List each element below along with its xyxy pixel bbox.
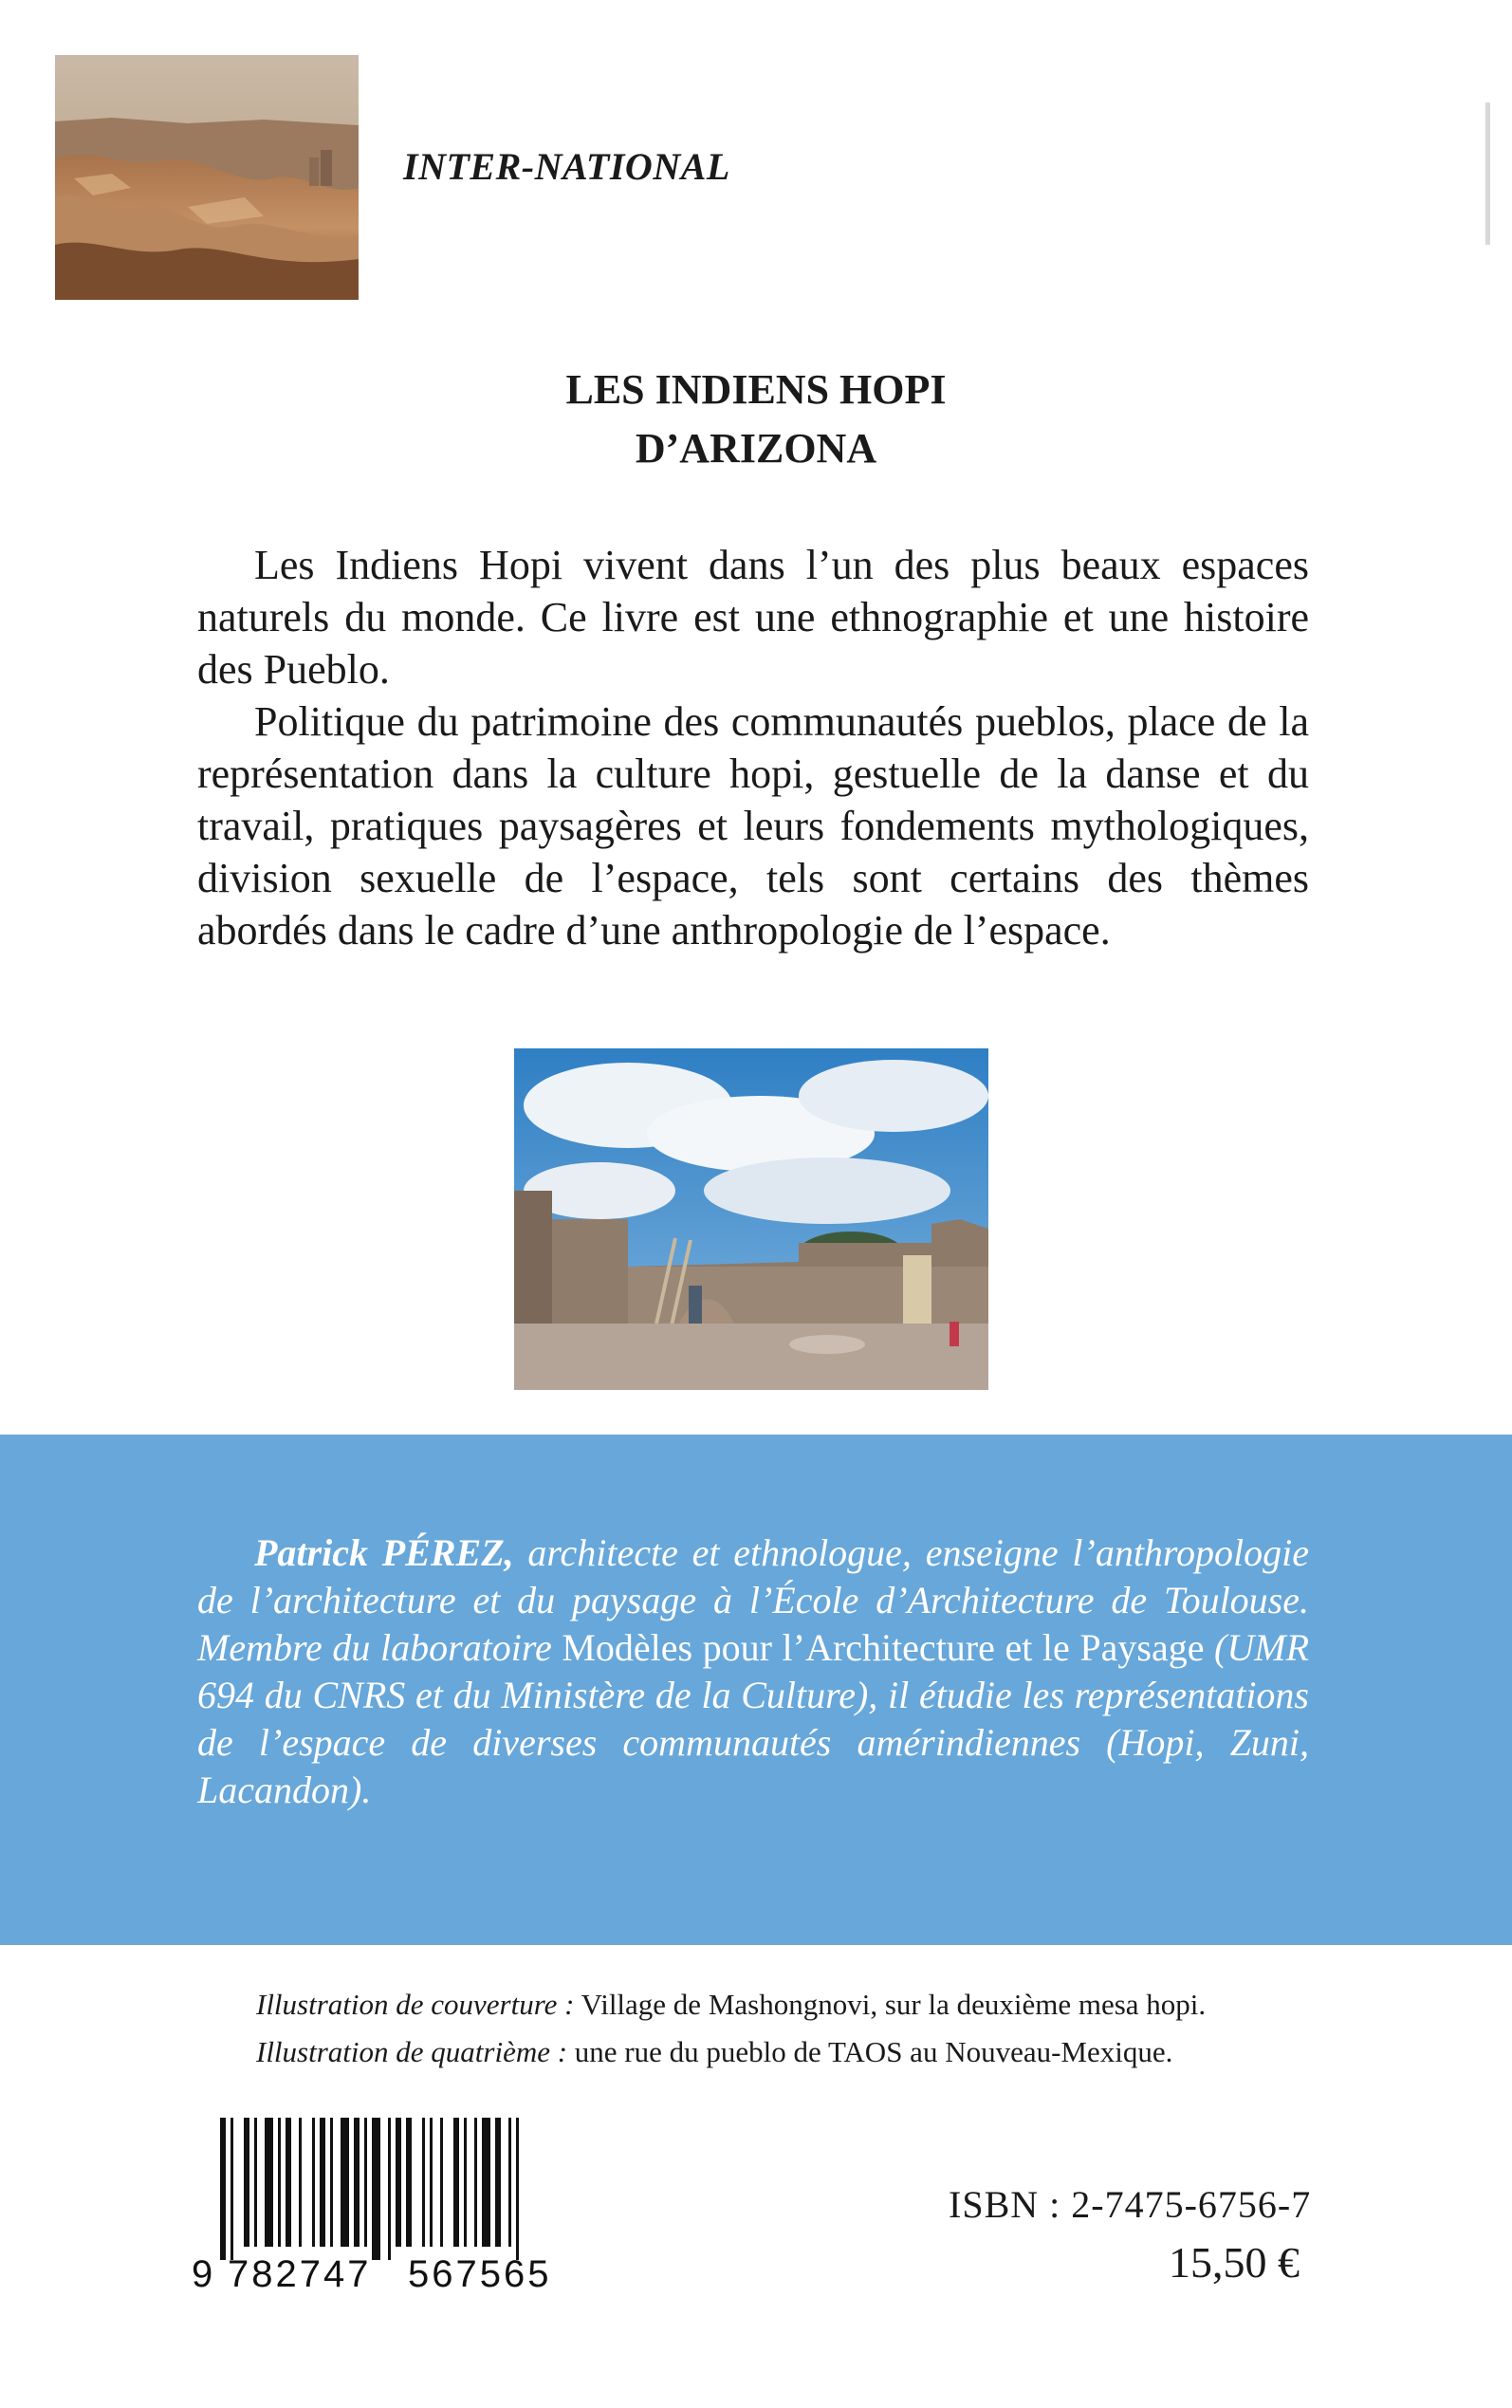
price: 15,50 € — [1169, 2238, 1300, 2287]
summary-paragraph-2: Politique du patrimoine des communautés pueblos, place de la représentation dans la culture hopi, gestuelle de la danse et du travail, pratiques paysagères et leurs fondements mythologiques, division sexuelle de l’espace, tels sont certains des thèmes abordés dans le cadre d’une anthropologie de l’espace. — [197, 698, 1309, 954]
barcode-bar — [508, 2118, 511, 2247]
cover-credit-text: Village de Mashongnovi, sur la deuxième mesa hopi. — [574, 1988, 1207, 2021]
isbn: ISBN : 2-7475-6756-7 — [949, 2183, 1312, 2226]
back-credit-label: Illustration de quatrième : — [256, 2035, 568, 2068]
barcode-bar — [254, 2118, 257, 2247]
barcode-bar — [220, 2118, 226, 2260]
barcode-bar — [406, 2118, 412, 2247]
cover-credit — [256, 1981, 1206, 2028]
barcode-bar — [320, 2118, 325, 2247]
lab-name: Modèles pour l’Architecture et le Paysage — [562, 1626, 1205, 1669]
spine-edge-mark — [1485, 102, 1490, 245]
barcode-graphic — [190, 2118, 607, 2293]
author-bio — [197, 1529, 1309, 1814]
barcode-bar — [372, 2118, 380, 2260]
author-bio-paragraph — [197, 1529, 1309, 1814]
pueblo-photo — [514, 1048, 988, 1390]
series-name: INTER-NATIONAL — [403, 145, 730, 188]
title-line-1: LES INDIENS HOPI — [565, 366, 947, 413]
barcode-bar — [516, 2118, 519, 2260]
barcode-bar — [265, 2118, 273, 2247]
barcode-bar — [278, 2118, 281, 2247]
barcode-first-digit: 9 — [192, 2253, 213, 2293]
barcode-bar — [330, 2118, 333, 2247]
taos-pueblo-image — [514, 1048, 988, 1390]
cover-credit-label: Illustration de couverture : — [256, 1988, 575, 2021]
barcode-bar — [440, 2118, 443, 2247]
barcode-bar — [312, 2118, 315, 2247]
ean-barcode — [190, 2118, 607, 2293]
barcode-bar — [474, 2118, 477, 2247]
barcode-bar — [244, 2118, 249, 2247]
book-summary — [197, 539, 1309, 956]
barcode-bar — [453, 2118, 459, 2247]
barcode-bar — [422, 2118, 425, 2247]
barcode-group-1: 782747 — [228, 2253, 372, 2293]
back-credit — [256, 2028, 1206, 2076]
barcode-group-2: 567565 — [408, 2253, 552, 2293]
author-bio-text-1: architecte et ethnologue, enseigne l’anthropologie de l’architecture et du paysage à l’École d’Architecture de Toulouse. Membre du laboratoire — [197, 1531, 1309, 1669]
back-credit-text: une rue du pueblo de TAOS au Nouveau-Mexique. — [567, 2035, 1173, 2068]
barcode-bar — [230, 2118, 233, 2260]
title-line-2: D’ARIZONA — [635, 425, 877, 472]
summary-paragraph-1: Les Indiens Hopi vivent dans l’un des plus beaux espaces naturels du monde. Ce livre est une ethnographie et une histoire des Pueblo. — [197, 542, 1309, 693]
barcode-bar — [482, 2118, 490, 2247]
barcode-bar — [364, 2118, 367, 2247]
author-bio-text-2: (UMR 694 du CNRS et du Ministère de la Culture), il étudie les représentations de l’espace de diverses communautés amérindiennes (Hopi, Zuni, Lacandon). — [197, 1626, 1310, 1811]
barcode-bar — [430, 2118, 433, 2247]
barcode-bar — [495, 2118, 501, 2247]
landscape-photo — [55, 55, 359, 300]
illustration-credits — [256, 1981, 1206, 2076]
barcode-bars — [220, 2118, 519, 2260]
barcode-bar — [388, 2118, 391, 2260]
barcode-bar — [286, 2118, 291, 2247]
barcode-bar — [299, 2118, 302, 2247]
book-title — [0, 361, 1512, 478]
mesa-landscape-image — [55, 55, 359, 300]
barcode-bar — [341, 2118, 349, 2247]
barcode-bar — [464, 2118, 467, 2247]
barcode-bar — [354, 2118, 360, 2247]
author-name: Patrick PÉREZ, — [254, 1531, 514, 1574]
barcode-bar — [396, 2118, 401, 2247]
